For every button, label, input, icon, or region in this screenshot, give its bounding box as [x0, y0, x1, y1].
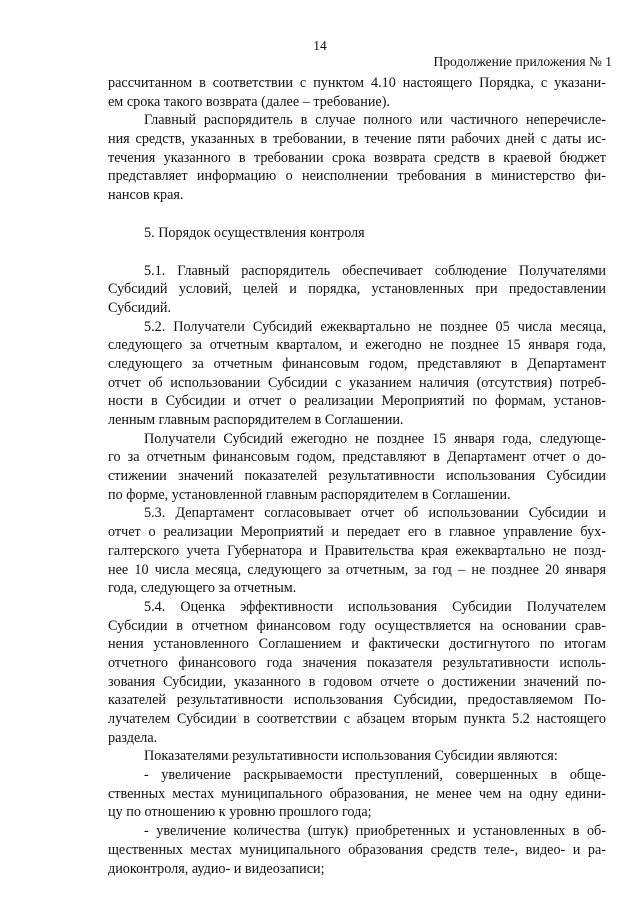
text-line: по форме, установленной главным распорядителем в Соглашении. [108, 486, 511, 503]
text-line: нансов края. [108, 187, 184, 204]
text-line: го за отчетным финансовым годом, представляют в Департамент отчет о до- [108, 449, 606, 466]
text-line: - увеличение раскрываемости преступлений, совершенных в обще- [144, 767, 606, 784]
text-line: течения указанного в требовании срока возврата средств в краевой бюджет [108, 149, 606, 166]
text-line: 5.1. Главный распорядитель обеспечивает соблюдение Получателями [144, 262, 606, 279]
text-line: - увеличение количества (штук) приобретенных и установленных в об- [144, 823, 606, 840]
text-line: нения установленного Соглашением и фактически достигнутого по итогам [108, 636, 606, 653]
text-line: следующего за отчетным кварталом, и ежегодно не позднее 15 января года, [108, 337, 606, 354]
text-line: стижении значений показателей результативности использования Субсидии [108, 468, 606, 485]
text-line: Показателями результативности использования Субсидии являются: [144, 748, 558, 765]
text-line: следующего за отчетным финансовым годом, представляют в Департамент [108, 355, 606, 372]
appendix-label: Продолжение приложения № 1 [433, 54, 612, 69]
text-line: Субсидии в отчетном финансовом году осуществляется на основании срав- [108, 617, 606, 634]
text-line: ем срока такого возврата (далее – требование). [108, 93, 390, 110]
text-line: 5.2. Получатели Субсидий ежеквартально не позднее 05 числа месяца, [144, 318, 606, 335]
text-line: казателей результативности использования Субсидии, предоставляемом По- [108, 692, 606, 709]
text-line: 5.3. Департамент согласовывает отчет об использовании Субсидии и [144, 505, 606, 522]
text-line: диоконтроля, аудио- и видеозаписи; [108, 860, 325, 877]
text-line: Главный распорядитель в случае полного или частичного неперечисле- [144, 112, 606, 129]
text-line: представляет информацию о неисполнении требования в министерство фи- [108, 168, 606, 185]
text-line: зования Субсидии, указанного в годовом отчете о достижении значений по- [108, 673, 606, 690]
paragraph-gap [108, 205, 606, 224]
text-line: Получатели Субсидий ежегодно не позднее 15 января года, следующе- [144, 430, 606, 447]
text-line: отчет о реализации Мероприятий и передает его в главное управление бух- [108, 524, 606, 541]
text-line: ленным главным распорядителем в Соглашении. [108, 412, 404, 428]
text-line: Субсидий условий, целей и порядка, установленных при предоставлении [108, 281, 606, 298]
text-line: лучателем Субсидии в соответствии с абзацем вторым пункта 5.2 настоящего [108, 711, 606, 727]
text-line: ния средств, указанных в требовании, в течение пяти рабочих дней с даты ис- [108, 131, 606, 148]
text-line: отчет об использовании Субсидии с указанием наличия (отсутствия) потреб- [108, 374, 606, 391]
paragraph-gap [108, 243, 606, 262]
text-line: Субсидий. [108, 299, 172, 316]
text-line: щественных местах муниципального образования средств теле-, видео- и ра- [108, 841, 606, 858]
text-line: цу по отношению к уровню прошлого года; [108, 804, 372, 821]
text-line: рассчитанном в соответствии с пунктом 4.10 настоящего Порядка, с указани- [108, 75, 606, 91]
text-line: раздела. [108, 729, 158, 746]
text-line: нее 10 числа месяца, следующего за отчетным, за год – не позднее 20 января [108, 561, 606, 578]
text-line: ственных местах муниципального образования, не менее чем на одну едини- [108, 785, 606, 802]
text-line: ности в Субсидии и отчет о реализации Мероприятий по формам, установ- [108, 393, 606, 410]
text-line: года, следующего за отчетным. [108, 580, 297, 597]
text-line: отчетного финансового года значения показателя результативности исполь- [108, 654, 606, 671]
text-line: 5. Порядок осуществления контроля [144, 224, 365, 241]
page-number: 14 [313, 38, 327, 53]
document-body [108, 74, 606, 878]
text-line: галтерского учета Губернатора и Правительства края ежеквартально не позд- [108, 542, 606, 559]
text-line: 5.4. Оценка эффективности использования Субсидии Получателем [144, 598, 606, 615]
